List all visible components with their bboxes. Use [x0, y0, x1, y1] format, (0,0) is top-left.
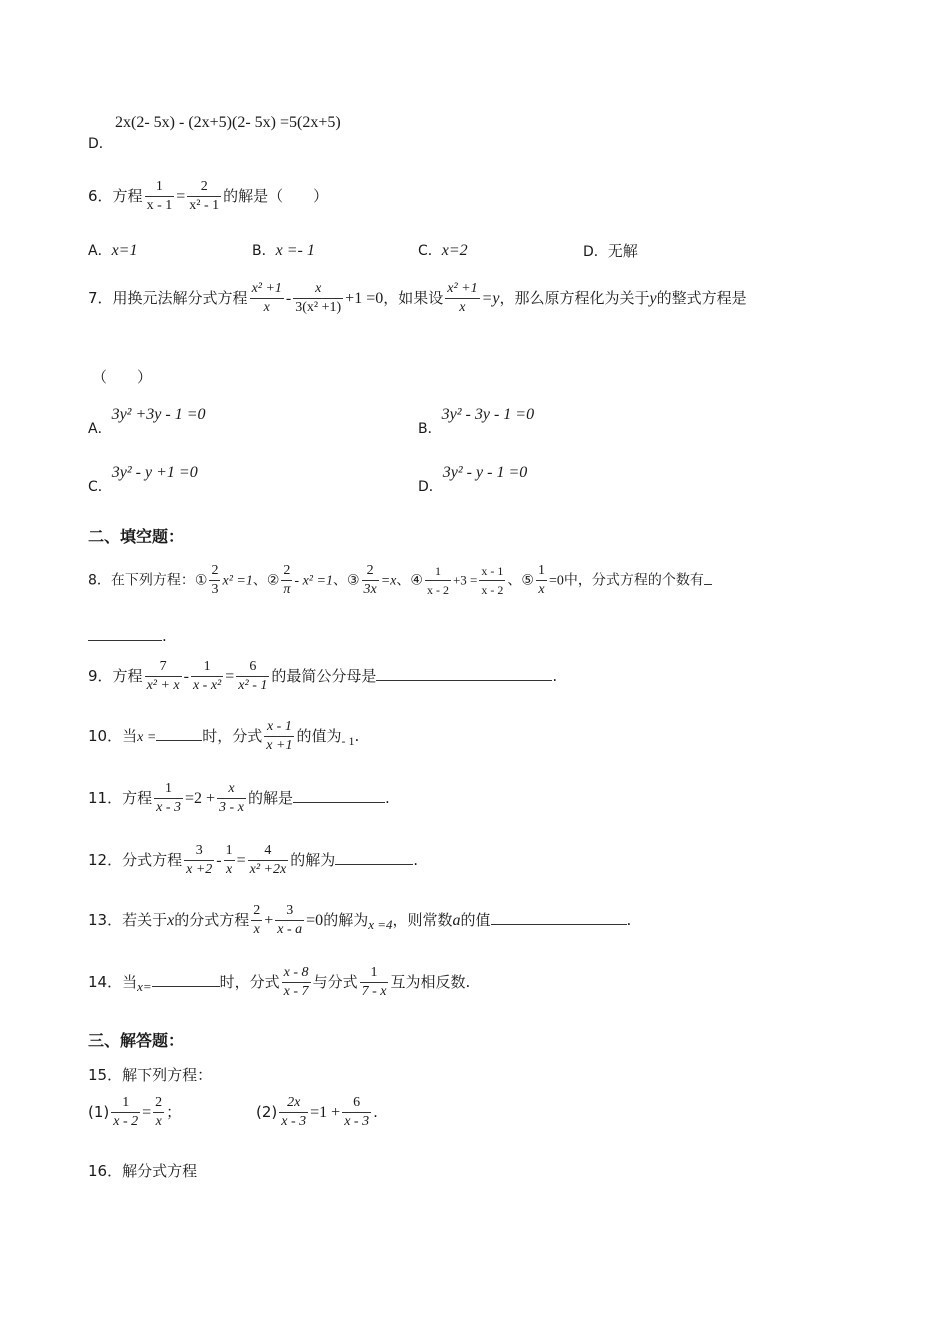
q6-option-b: B．x =- 1 — [252, 242, 315, 259]
q12-stem: 12．分式方程 $\frac{3}{x +2}$ - $\frac{1}{x}$ = $\frac{4}{\text{x² +2x}}$ 的解为 . — [88, 843, 419, 877]
q6-post: 的解是（ ） — [223, 187, 329, 205]
q8-answer-blank-start[interactable] — [704, 570, 712, 585]
q7-pre: 用换元法解分式方程 — [112, 289, 248, 307]
q15-part-1: (1) $\frac{1}{x - 2}$ = $\frac{2}{x}$ ； — [88, 1095, 182, 1129]
q13-stem: 13．若关于x的分式方程 $\frac{2}{x}$ + $\frac{3}{x - a}$ =0的解为x =4，则常数a的值 . — [88, 903, 632, 937]
q9-number: 9． — [88, 667, 113, 685]
section-solve-title: 三、解答题： — [88, 1031, 185, 1050]
q8-answer-blank[interactable] — [88, 626, 162, 641]
q6-fraction-1: $\frac{1}{x - 1}$ — [146, 179, 173, 213]
q7-stem: 7．用换元法解分式方程 $\frac{\text{x² +1}}{x}$ - $\frac{x}{\text{3(x² +1)}}$ +1 =0，如果设 $\frac{\text{x² +1}}{x}$ =y，那么原方程化为关于y的整式方程是 — [88, 281, 747, 315]
q9-answer-blank[interactable] — [376, 666, 552, 681]
q6-number: 6． — [88, 187, 113, 205]
q7-number: 7． — [88, 289, 113, 307]
q7-fraction-1: $\frac{\text{x² +1}}{x}$ — [251, 281, 282, 315]
q6-stem — [88, 178, 328, 215]
q13-number: 13． — [88, 911, 123, 929]
q6-option-a: A．x=1 — [88, 242, 138, 259]
q16-stem: 16．解分式方程 — [88, 1162, 198, 1180]
q10-answer-blank[interactable] — [156, 726, 202, 741]
q10-stem: 10．当x = 时，分式 $\frac{x - 1}{x +1}$ 的值为$_{- 1}$. — [88, 719, 360, 753]
q6-equals: = — [176, 188, 186, 205]
q6-option-d: D．无解 — [583, 242, 638, 260]
q15-stem: 15．解下列方程： — [88, 1066, 213, 1084]
q7-option-c: C．3y² - y +1 =0 — [88, 464, 198, 495]
q6-fraction-2: $\frac{2}{\text{x² - 1}}$ — [189, 179, 220, 213]
q11-stem: 11．方程 $\frac{1}{x - 3}$ =2 + $\frac{x}{3 - x}$ 的解是 . — [88, 781, 390, 815]
q15-part-2: (2) $\frac{2x}{x - 3}$ =1 + $\frac{6}{x - 3}$ . — [256, 1095, 378, 1129]
q6-pre: 方程 — [112, 187, 143, 205]
q7-fraction-3: $\frac{\text{x² +1}}{x}$ — [447, 281, 478, 315]
section-fill-in-blank-title: 二、填空题： — [88, 527, 185, 546]
q12-number: 12． — [88, 851, 123, 869]
q10-number: 10． — [88, 727, 123, 745]
q8-stem: 8．在下列方程：① $\frac{2}{3}$ x² =1、② $\frac{2}{\pi}$ - x² =1、③ $\frac{2}{3x}$ =x、④ $\frac{1}{x - 2}$ +3 = $\frac{x - 1}{x - 2}$ 、⑤ $\frac{1}{x}$ =0中，分式方程的个数有 — [88, 562, 712, 599]
q5-option-d-label: D． — [88, 136, 113, 152]
q9-stem: 9．方程 $\frac{7}{\text{x² + x}}$ - $\frac{1}{\text{x - x²}}$ = $\frac{6}{\text{x² - 1}}$ 的最简公分母是 . — [88, 659, 558, 693]
q16-number: 16． — [88, 1162, 123, 1180]
q14-number: 14． — [88, 973, 123, 991]
q7-option-b: B．3y² - 3y - 1 =0 — [418, 406, 535, 437]
q7-fraction-2: $\frac{x}{\text{3(x² +1)}}$ — [295, 281, 342, 315]
q7-answer-paren: （ ） — [92, 368, 153, 386]
q14-answer-blank[interactable] — [152, 972, 220, 987]
q11-answer-blank[interactable] — [293, 788, 385, 803]
q7-option-a: A．3y² +3y - 1 =0 — [88, 406, 206, 437]
q8-number: 8． — [88, 572, 111, 589]
q11-number: 11． — [88, 789, 123, 807]
q15-number: 15． — [88, 1066, 123, 1084]
q13-answer-blank[interactable] — [491, 910, 627, 925]
q12-answer-blank[interactable] — [335, 850, 413, 865]
q14-stem: 14．当x= 时，分式 $\frac{x - 8}{x - 7}$ 与分式 $\frac{1}{7 - x}$ 互为相反数. — [88, 965, 471, 999]
q6-option-c: C．x=2 — [418, 242, 468, 259]
q8-continuation: . — [88, 626, 167, 645]
q5-option-d-expr: 2x(2- 5x) - (2x+5)(2- 5x) =5(2x+5) — [115, 114, 341, 131]
q7-option-d: D．3y² - y - 1 =0 — [418, 464, 528, 495]
